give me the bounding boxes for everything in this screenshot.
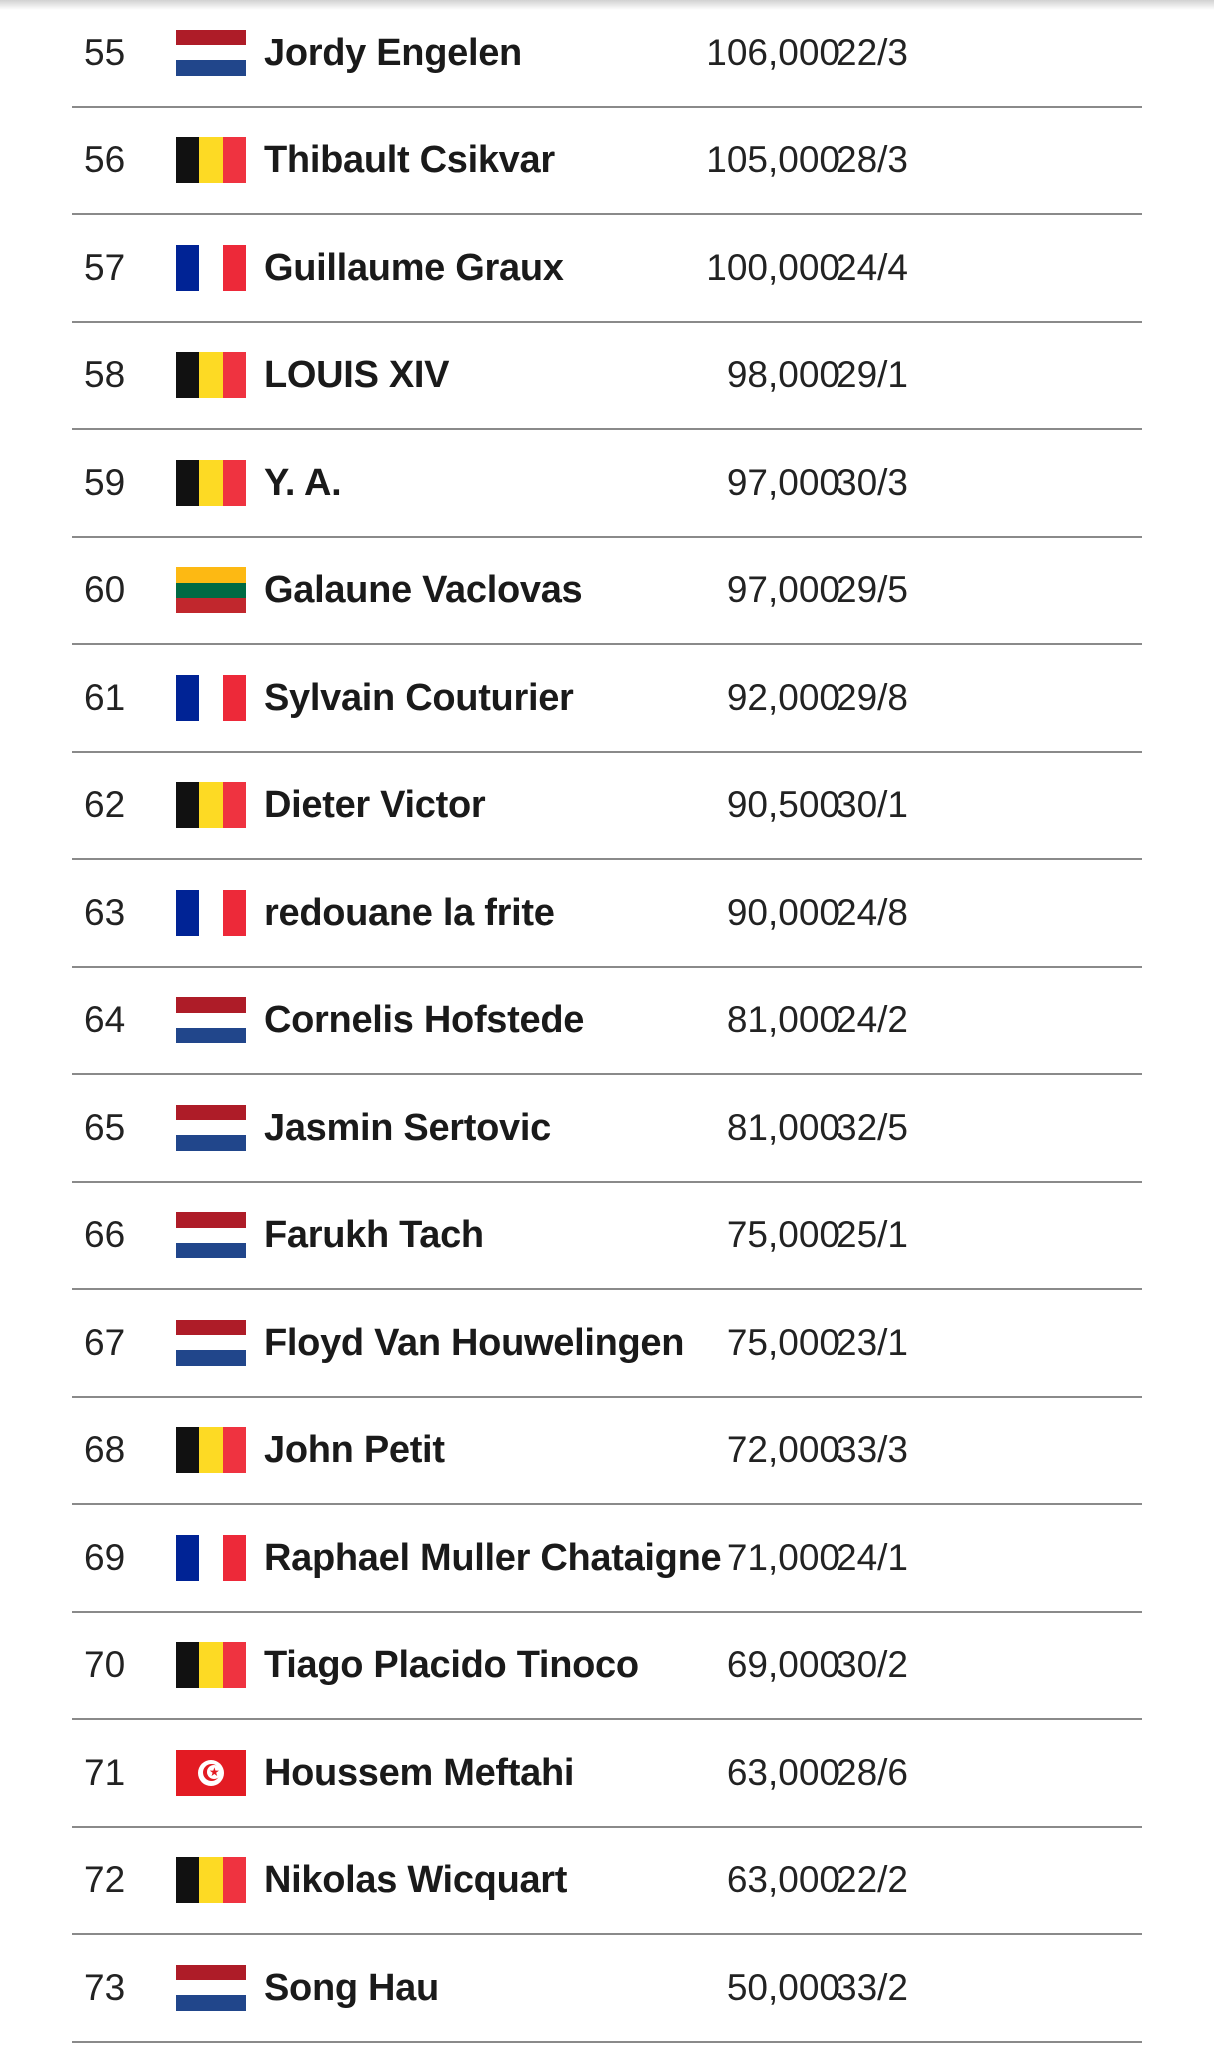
rank-cell: 63 (84, 891, 126, 933)
table-row[interactable] (72, 968, 1142, 1076)
value-cell: 63,000 (726, 1751, 840, 1793)
table-row[interactable] (72, 430, 1142, 538)
belgium-flag-icon (176, 352, 246, 398)
value-cell: 90,000 (726, 891, 840, 933)
value-cell: 69,000 (726, 1644, 840, 1686)
ratio-cell: 24/8 (836, 891, 909, 933)
netherlands-flag-icon (176, 30, 246, 76)
ranking-table (72, 0, 1142, 2043)
netherlands-flag-icon (176, 1105, 246, 1151)
rank-cell: 59 (84, 461, 126, 503)
rank-cell: 62 (84, 784, 126, 826)
value-cell: 81,000 (726, 999, 840, 1041)
table-row[interactable] (72, 323, 1142, 431)
table-row[interactable] (72, 753, 1142, 861)
value-cell: 75,000 (726, 1321, 840, 1363)
belgium-flag-icon (176, 1857, 246, 1903)
value-cell: 90,500 (726, 784, 840, 826)
tunisia-flag-icon: ★ (176, 1750, 246, 1796)
ratio-cell: 28/3 (836, 139, 909, 181)
table-row[interactable] (72, 1290, 1142, 1398)
netherlands-flag-icon (176, 997, 246, 1043)
player-name[interactable]: Houssem Meftahi (264, 1751, 575, 1794)
player-name[interactable]: Dieter Victor (264, 784, 486, 827)
value-cell: 105,000 (706, 139, 840, 181)
ratio-cell: 25/1 (836, 1214, 909, 1256)
value-cell: 100,000 (706, 246, 840, 288)
ratio-cell: 28/6 (836, 1751, 909, 1793)
value-cell: 63,000 (726, 1859, 840, 1901)
table-row[interactable] (72, 1613, 1142, 1721)
rank-cell: 67 (84, 1321, 126, 1363)
table-row[interactable] (72, 538, 1142, 646)
value-cell: 72,000 (726, 1429, 840, 1471)
player-name[interactable]: LOUIS XIV (264, 354, 450, 397)
player-name[interactable]: Farukh Tach (264, 1214, 484, 1257)
netherlands-flag-icon (176, 1320, 246, 1366)
player-name[interactable]: Tiago Placido Tinoco (264, 1644, 639, 1687)
table-row[interactable] (72, 0, 1142, 108)
table-row[interactable] (72, 1935, 1142, 2043)
ratio-cell: 29/5 (836, 569, 909, 611)
ratio-cell: 30/2 (836, 1644, 909, 1686)
rank-cell: 64 (84, 999, 126, 1041)
table-row[interactable] (72, 1398, 1142, 1506)
player-name[interactable]: Nikolas Wicquart (264, 1859, 568, 1902)
player-name[interactable]: Thibault Csikvar (264, 139, 555, 182)
table-row[interactable] (72, 860, 1142, 968)
ratio-cell: 30/3 (836, 461, 909, 503)
ratio-cell: 33/3 (836, 1429, 909, 1471)
france-flag-icon (176, 245, 246, 291)
ratio-cell: 33/2 (836, 1966, 909, 2008)
ratio-cell: 29/1 (836, 354, 909, 396)
rank-cell: 56 (84, 139, 126, 181)
belgium-flag-icon (176, 1427, 246, 1473)
ratio-cell: 29/8 (836, 676, 909, 718)
belgium-flag-icon (176, 782, 246, 828)
rank-cell: 71 (84, 1751, 126, 1793)
player-name[interactable]: Galaune Vaclovas (264, 569, 583, 612)
table-row[interactable] (72, 215, 1142, 323)
ratio-cell: 32/5 (836, 1106, 909, 1148)
player-name[interactable]: Jasmin Sertovic (264, 1106, 551, 1149)
value-cell: 97,000 (726, 569, 840, 611)
ratio-cell: 22/3 (836, 31, 909, 73)
player-name[interactable]: Y. A. (264, 461, 342, 504)
rank-cell: 73 (84, 1966, 126, 2008)
rank-cell: 72 (84, 1859, 126, 1901)
player-name[interactable]: Floyd Van Houwelingen (264, 1321, 685, 1364)
rank-cell: 69 (84, 1536, 126, 1578)
belgium-flag-icon (176, 1642, 246, 1688)
france-flag-icon (176, 1535, 246, 1581)
rank-cell: 70 (84, 1644, 126, 1686)
ratio-cell: 24/1 (836, 1536, 909, 1578)
value-cell: 71,000 (726, 1536, 840, 1578)
france-flag-icon (176, 675, 246, 721)
player-name[interactable]: Sylvain Couturier (264, 676, 574, 719)
belgium-flag-icon (176, 460, 246, 506)
table-row[interactable] (72, 1828, 1142, 1936)
ratio-cell: 23/1 (836, 1321, 909, 1363)
ratio-cell: 22/2 (836, 1859, 909, 1901)
rank-cell: 68 (84, 1429, 126, 1471)
rank-cell: 65 (84, 1106, 126, 1148)
table-row[interactable] (72, 1720, 1142, 1828)
ratio-cell: 24/2 (836, 999, 909, 1041)
table-row[interactable] (72, 645, 1142, 753)
value-cell: 98,000 (726, 354, 840, 396)
value-cell: 106,000 (706, 31, 840, 73)
rank-cell: 61 (84, 676, 126, 718)
lithuania-flag-icon (176, 567, 246, 613)
table-row[interactable] (72, 108, 1142, 216)
player-name[interactable]: redouane la frite (264, 891, 555, 934)
rank-cell: 57 (84, 246, 126, 288)
netherlands-flag-icon (176, 1965, 246, 2011)
rank-cell: 60 (84, 569, 126, 611)
player-name[interactable]: Raphael Muller Chataigne (264, 1536, 722, 1579)
rank-cell: 66 (84, 1214, 126, 1256)
player-name[interactable]: John Petit (264, 1429, 445, 1472)
player-name[interactable]: Jordy Engelen (264, 31, 522, 74)
ratio-cell: 30/1 (836, 784, 909, 826)
player-name[interactable]: Song Hau (264, 1966, 439, 2009)
value-cell: 50,000 (726, 1966, 840, 2008)
table-row[interactable] (72, 1505, 1142, 1613)
belgium-flag-icon (176, 137, 246, 183)
france-flag-icon (176, 890, 246, 936)
table-row[interactable] (72, 1183, 1142, 1291)
player-name[interactable]: Cornelis Hofstede (264, 999, 585, 1042)
ratio-cell: 24/4 (836, 246, 909, 288)
rank-cell: 55 (84, 31, 126, 73)
value-cell: 81,000 (726, 1106, 840, 1148)
rank-cell: 58 (84, 354, 126, 396)
value-cell: 92,000 (726, 676, 840, 718)
value-cell: 97,000 (726, 461, 840, 503)
player-name[interactable]: Guillaume Graux (264, 246, 564, 289)
netherlands-flag-icon (176, 1212, 246, 1258)
value-cell: 75,000 (726, 1214, 840, 1256)
table-row[interactable] (72, 1075, 1142, 1183)
